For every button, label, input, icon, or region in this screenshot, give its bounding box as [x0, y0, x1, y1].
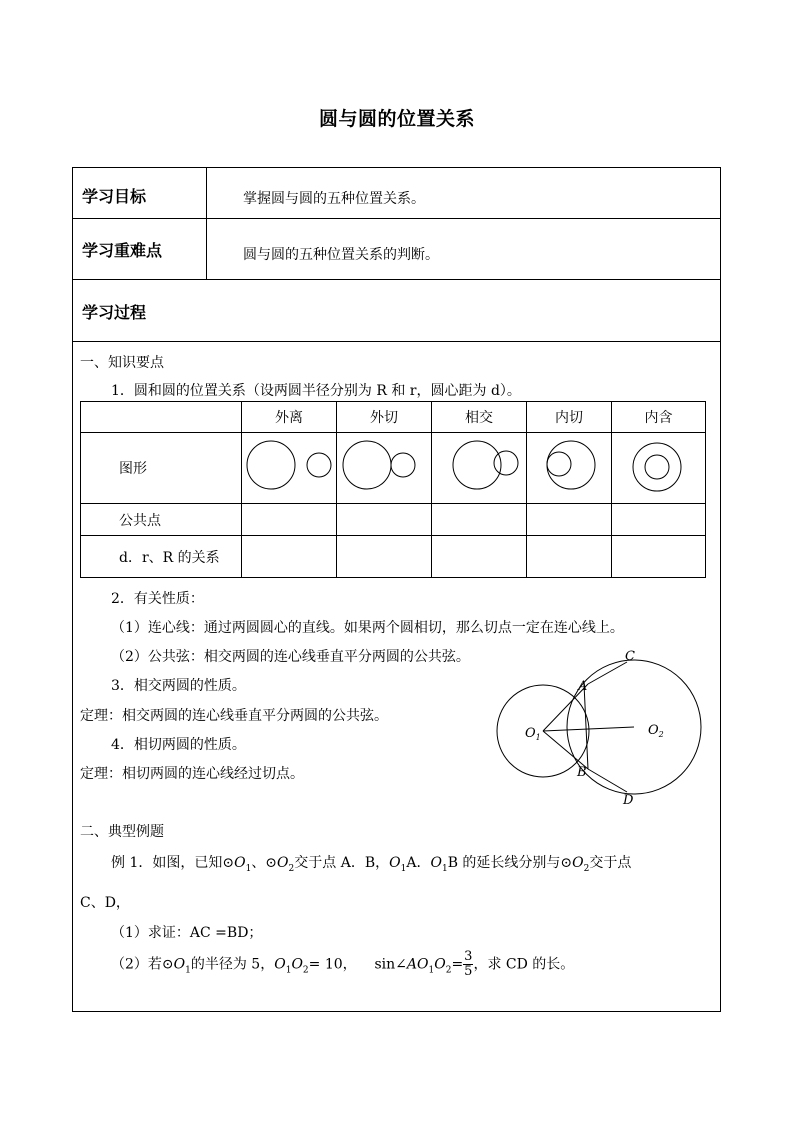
table-corner	[81, 402, 242, 433]
section2-heading: 二、典型例题	[80, 824, 164, 840]
key-value: 圆与圆的五种位置关系的判断。	[243, 247, 439, 263]
empty-cell	[242, 536, 337, 578]
item4-theorem: 定理：相切两圆的连心线经过切点。	[80, 766, 304, 782]
process-row	[73, 280, 720, 342]
process-label: 学习过程	[82, 303, 147, 322]
fig-intersect	[432, 433, 527, 504]
containing-circles-figure	[612, 433, 705, 499]
label-B: B	[577, 765, 587, 780]
col-header: 内切	[527, 402, 612, 433]
fraction-3-5: $\frac{3}{5}$	[464, 949, 473, 979]
label-O1: $O_1$	[525, 726, 541, 742]
empty-cell	[432, 536, 527, 578]
key-row	[73, 219, 720, 280]
empty-cell	[337, 536, 432, 578]
item2-text: 2．有关性质：	[111, 591, 204, 607]
empty-cell	[242, 504, 337, 536]
item4-text: 4．相切两圆的性质。	[111, 737, 246, 753]
page-title: 圆与圆的位置关系	[318, 108, 475, 130]
label-C: C	[625, 649, 635, 664]
goal-label: 学习目标	[82, 187, 147, 206]
empty-cell	[337, 504, 432, 536]
empty-cell	[527, 504, 612, 536]
relation-table	[80, 401, 706, 578]
item2b-text: （2）公共弦：相交两圆的连心线垂直平分两圆的公共弦。	[111, 649, 470, 665]
fig-separate	[242, 433, 337, 504]
item3-text: 3．相交两圆的性质。	[111, 678, 246, 694]
label-O2: $O_2$	[648, 723, 664, 739]
example1-line2: C、D，	[80, 895, 130, 911]
separate-circles-figure	[242, 433, 336, 499]
col-header: 外切	[337, 402, 432, 433]
key-label: 学习重难点	[82, 241, 163, 260]
fig-internal-tangent	[527, 433, 612, 504]
external-tangent-figure	[337, 433, 431, 499]
item2a-text: （1）连心线：通过两圆圆心的直线。如果两个圆相切，那么切点一定在连心线上。	[111, 620, 624, 636]
row-label-relation: d．r、R 的关系	[81, 536, 242, 578]
fig-external-tangent	[337, 433, 432, 504]
section1-heading: 一、知识要点	[80, 355, 164, 371]
header-divider	[206, 168, 207, 280]
goal-value: 掌握圆与圆的五种位置关系。	[243, 191, 425, 207]
intersecting-circles-figure	[432, 433, 526, 499]
goal-row	[73, 168, 720, 219]
row-label-points: 公共点	[81, 504, 242, 536]
question1: （1）求证：AC =BD；	[111, 925, 263, 941]
col-header: 外离	[242, 402, 337, 433]
col-header: 内含	[612, 402, 706, 433]
intersecting-circles-diagram	[495, 645, 710, 810]
empty-cell	[612, 536, 706, 578]
internal-tangent-figure	[527, 433, 611, 499]
label-D: D	[623, 793, 634, 808]
fig-contain	[612, 433, 706, 504]
question2: （2）若$⊙O_1$的半径为 5，$O_1O_2= 10$， $\sin\angle AO_1O_2=$ $\frac{3}{5}$ ，求 CD 的长。	[111, 949, 575, 979]
empty-cell	[432, 504, 527, 536]
empty-cell	[527, 536, 612, 578]
item3-theorem: 定理：相交两圆的连心线垂直平分两圆的公共弦。	[80, 708, 388, 724]
col-header: 相交	[432, 402, 527, 433]
empty-cell	[612, 504, 706, 536]
row-label-figure: 图形	[81, 433, 242, 504]
item1-text: 1．圆和圆的位置关系（设两圆半径分别为 R 和 r，圆心距为 d）。	[111, 383, 521, 399]
example1-line1: 例 1．如图，已知$⊙O_1$、$⊙O_2$交于点 A．B，$O_1A$．$O_1B$ 的延长线分别与$⊙O_2$交于点	[111, 855, 632, 874]
label-A: A	[578, 679, 588, 694]
